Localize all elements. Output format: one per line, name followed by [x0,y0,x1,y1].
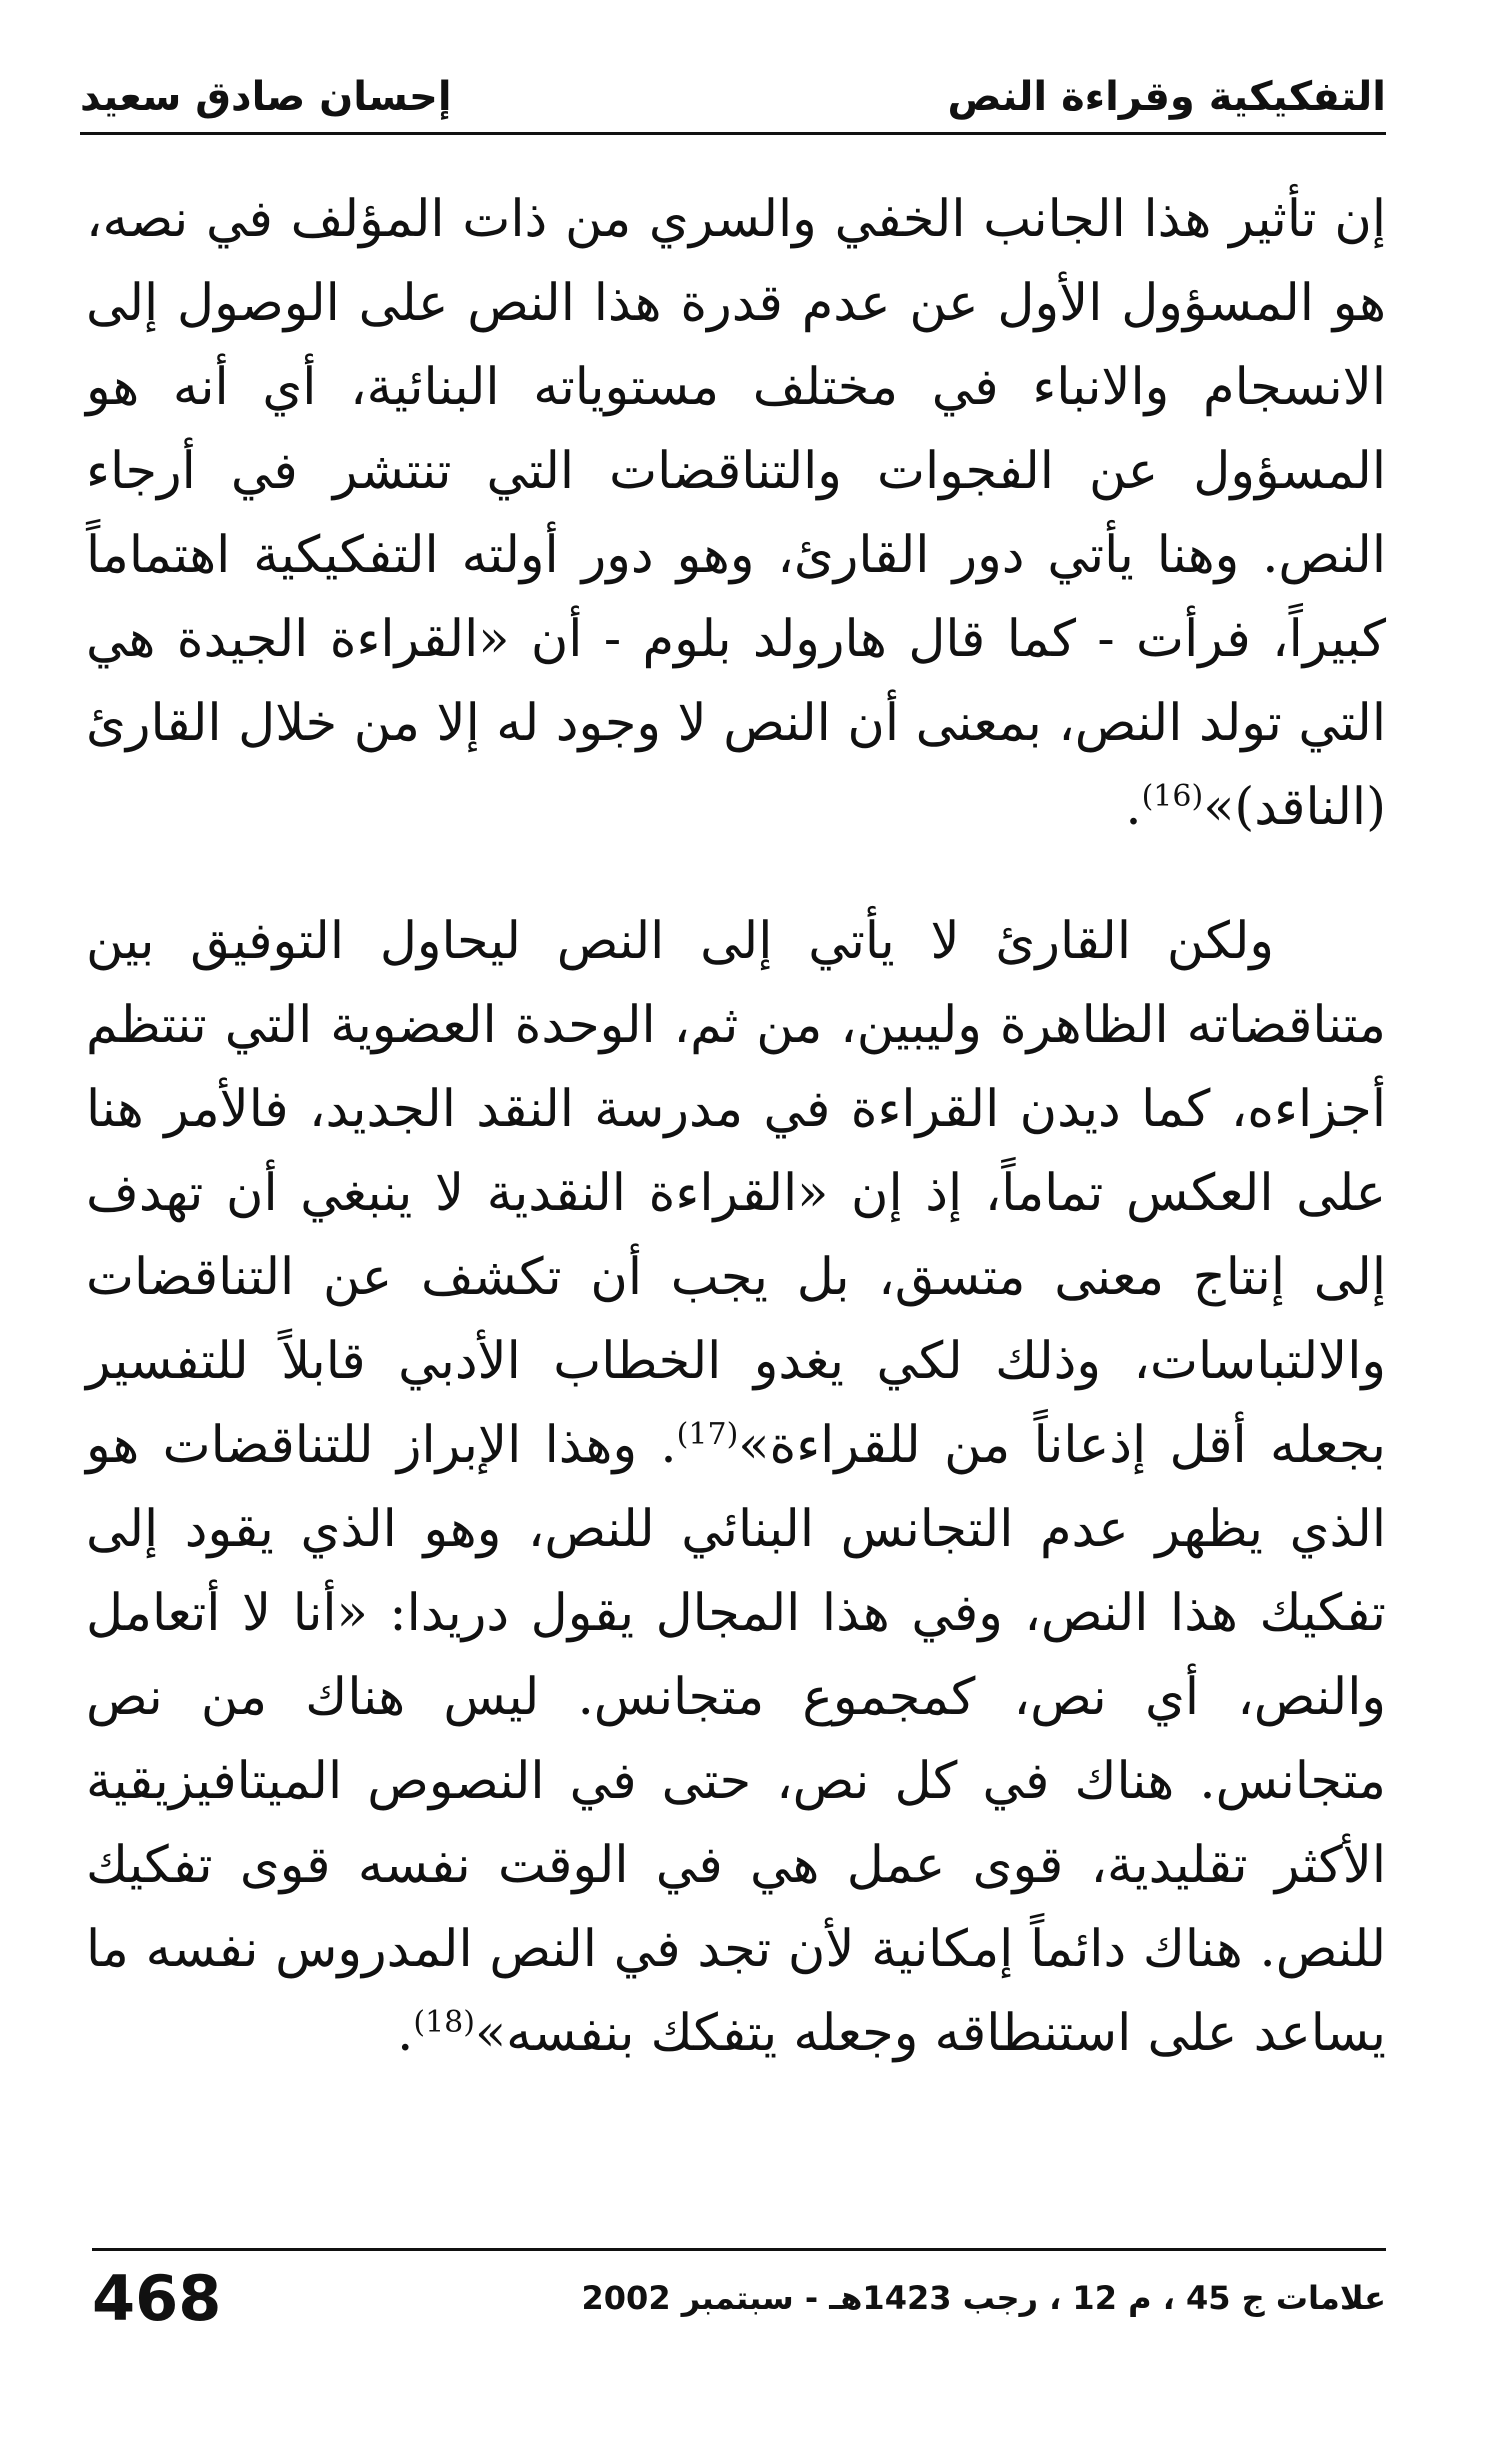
paragraph-2-end: . [397,2004,414,2063]
footnote-ref-18: (18) [413,2005,475,2040]
paragraph-2 [86,900,1386,2076]
body-text [86,178,1386,2076]
paragraph-1 [86,178,1386,850]
page-number: 468 [92,2261,222,2335]
running-author: إحسان صادق سعيد [80,74,452,120]
running-header [80,62,1386,132]
paragraph-2-text-b: . وهذا الإبراز للتناقضات هو الذي يظهر عدم التجانس البنائي للنص، وهو الذي يقود إلى تفكيك هذا النص، وفي هذا المجال يقول دريدا: «أنا لا أتعامل والنص، أي نص، كمجموع متجانس. ليس هناك من نص متجانس. هناك في كل نص، حتى في النصوص الميتافيزيقية الأكثر تقليدية، قوى عمل هي في الوقت نفسه قوى تفكيك للنص. هناك دائماً إمكانية لأن تجد في النص المدروس نفسه ما يساعد على استنطاقه وجعله يتفكك بنفسه» [86,1416,1386,2063]
footnote-ref-16: (16) [1141,779,1204,814]
paragraph-1-end: . [1125,778,1142,837]
paragraph-2-text-a: ولكن القارئ لا يأتي إلى النص ليحاول التوفيق بين متناقضاته الظاهرة وليبين، من ثم، الوحدة العضوية التي تنتظم أجزاءه، كما ديدن القراءة في مدرسة النقد الجديد، فالأمر هنا على العكس تماماً، إذ إن «القراءة النقدية لا ينبغي أن تهدف إلى إنتاج معنى متسق، بل يجب أن تكشف عن التناقضات والالتباسات، وذلك لكي يغدو الخطاب الأدبي قابلاً للتفسير بجعله أقل إذعاناً من للقراءة» [86,912,1387,1475]
journal-info: علامات ج 45 ، م 12 ، رجب 1423هـ - سبتمبر 2002 [581,2279,1386,2317]
running-title: التفكيكية وقراءة النص [947,74,1386,120]
footnote-ref-17: (17) [676,1417,739,1452]
header-divider [80,132,1386,135]
page-footer [92,2258,1386,2338]
footer-divider [92,2248,1386,2251]
paragraph-1-text: إن تأثير هذا الجانب الخفي والسري من ذات المؤلف في نصه، هو المسؤول الأول عن عدم قدرة هذا النص على الوصول إلى الانسجام والانباء في مختلف مستوياته البنائية، أي أنه هو المسؤول عن الفجوات والتناقضات التي تنتشر في أرجاء النص. وهنا يأتي دور القارئ، وهو دور أولته التفكيكية اهتماماً كبيراً، فرأت - كما قال هارولد بلوم - أن «القراءة الجيدة هي التي تولد النص، بمعنى أن النص لا وجود له إلا من خلال القارئ (الناقد)» [86,190,1386,837]
